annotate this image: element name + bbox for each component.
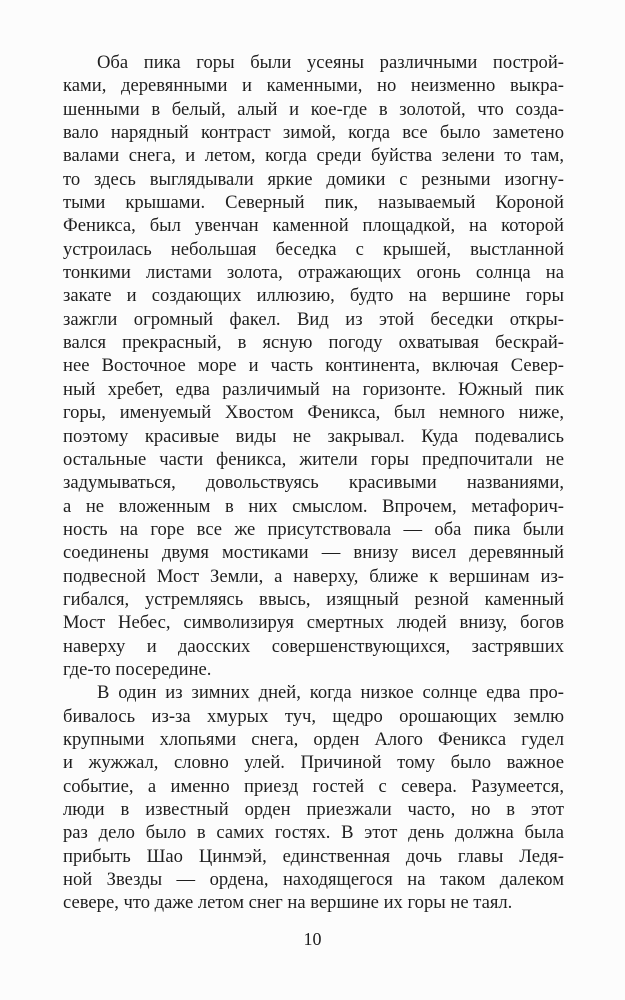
text-line: ной Звезды — ордена, находящегося на таком далеком: [63, 869, 564, 891]
text-line: то здесь выглядывали яркие домики с резными изогну-: [63, 168, 564, 190]
text-line: устроилась небольшая беседка с крышей, выстланной: [63, 238, 564, 260]
paragraph: [63, 681, 564, 914]
text-line: ность на горе все же присутствовала — оба пика были: [63, 518, 564, 540]
text-line: тонкими листами золота, отражающих огонь солнца на: [63, 262, 564, 284]
paragraph: [63, 51, 564, 681]
text-line: Феникса, был увенчан каменной площадкой, на которой: [63, 215, 564, 237]
text-line: Мост Небес, символизируя смертных людей внизу, богов: [63, 612, 564, 634]
text-line: вало нарядный контраст зимой, когда все было заметено: [63, 122, 564, 144]
text-line: крупными хлопьями снега, орден Алого Феникса гудел: [63, 728, 564, 750]
page-number: 10: [303, 929, 322, 949]
text-line: событие, а именно приезд гостей с севера. Разумеется,: [63, 775, 564, 797]
text-line: наверху и даосских совершенствующихся, застрявших: [63, 635, 564, 657]
text-line: вался прекрасный, в ясную погоду охватывая бескрай-: [63, 332, 564, 354]
text-line: подвесной Мост Земли, а наверху, ближе к вершинам из-: [63, 565, 564, 587]
text-line: и жужжал, словно улей. Причиной тому было важное: [63, 752, 564, 774]
text-line: зажгли огромный факел. Вид из этой беседки откры-: [63, 308, 564, 330]
text-line: ками, деревянными и каменными, но неизменно выкра-: [63, 75, 564, 97]
text-line: В один из зимних дней, когда низкое солнце едва про-: [97, 682, 564, 704]
text-line: валами снега, и летом, когда среди буйства зелени то там,: [63, 145, 564, 167]
page-text: [63, 51, 564, 915]
text-line: севере, что даже летом снег на вершине их горы не таял.: [63, 892, 513, 914]
text-line: прибыть Шао Цинмэй, единственная дочь главы Ледя-: [63, 845, 564, 867]
text-line: где-то посередине.: [63, 658, 212, 680]
text-line: соединены двумя мостиками — внизу висел деревянный: [63, 542, 564, 564]
text-line: горы, именуемый Хвостом Феникса, был немного ниже,: [63, 402, 564, 424]
text-line: тыми крышами. Северный пик, называемый Короной: [63, 192, 564, 214]
text-line: задумываться, довольствуясь красивыми названиями,: [63, 472, 564, 494]
text-line: бивалось из-за хмурых туч, щедро орошающих землю: [63, 705, 564, 727]
text-line: шенными в белый, алый и кое-где в золотой, что созда-: [63, 98, 564, 120]
text-line: нее Восточное море и часть континента, включая Север-: [63, 355, 564, 377]
text-line: раз дело было в самих гостях. В этот день должна была: [63, 822, 564, 844]
text-line: люди в известный орден приезжали часто, но в этот: [63, 799, 564, 820]
text-line: ный хребет, едва различимый на горизонте. Южный пик: [63, 378, 564, 400]
text-line: закате и создающих иллюзию, будто на вершине горы: [63, 285, 564, 307]
text-line: а не вложенным в них смыслом. Впрочем, метафорич-: [63, 495, 564, 517]
text-line: Оба пика горы были усеяны различными построй-: [97, 52, 564, 73]
text-line: остальные части феникса, жители горы предпочитали не: [63, 448, 564, 470]
text-line: гибался, устремляясь ввысь, изящный резной каменный: [63, 588, 564, 610]
text-line: поэтому красивые виды не закрывал. Куда подевались: [63, 425, 564, 447]
